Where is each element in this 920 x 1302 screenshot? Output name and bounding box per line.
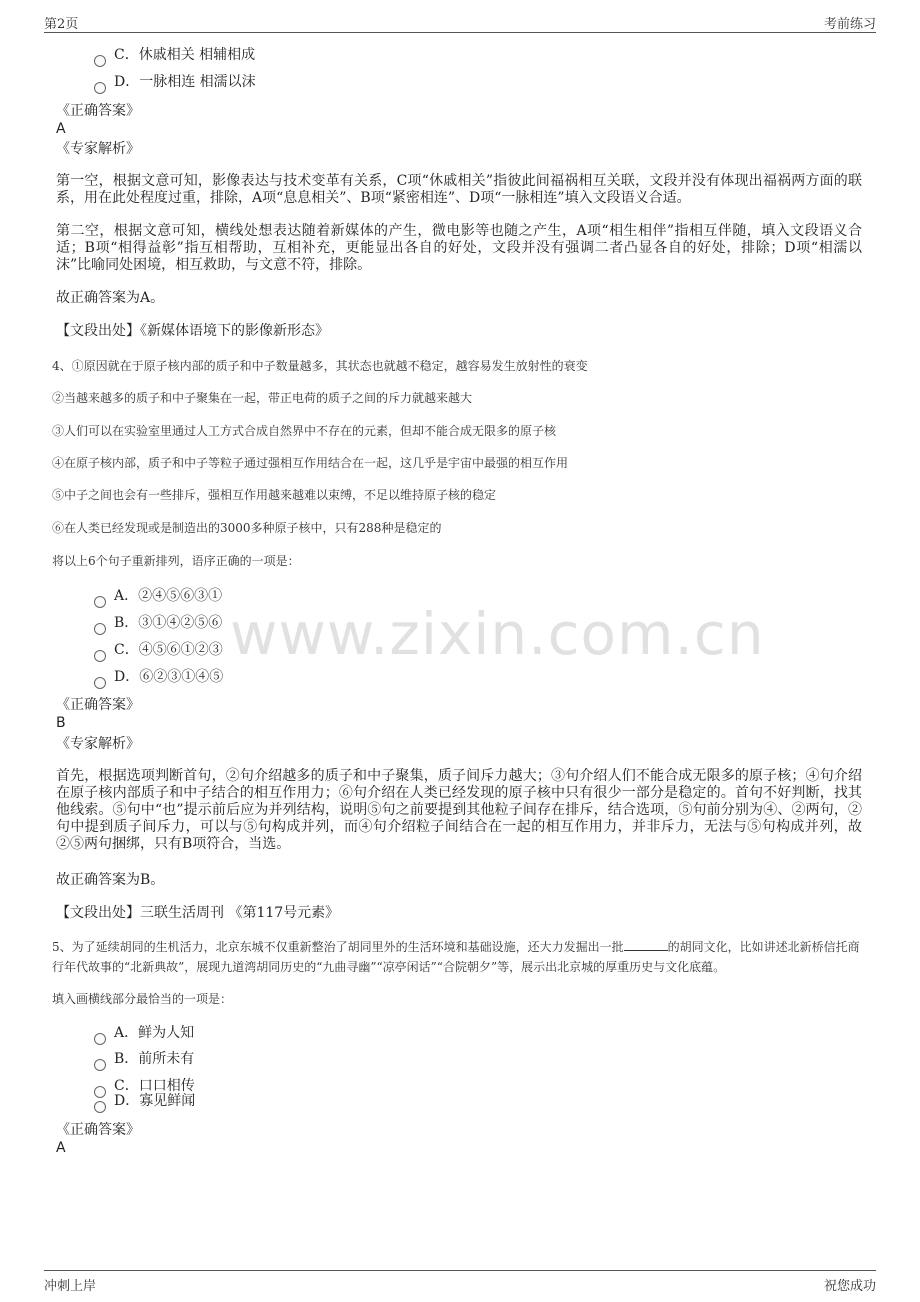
q4-option-b[interactable] xyxy=(94,613,222,633)
q3-analysis-conclusion: 故正确答案为A。 xyxy=(56,290,165,306)
q3-analysis-paragraph-1: 第一空，根据文意可知，影像表达与技术变革有关系，C项“休戚相关”指彼此间福祸相互关联，文段并没有体现出福祸两方面的联系，用在此处程度过重，排除，A项“息息相关”、B项“紧密相连”、D项“一脉相连”填入文段语义合适。 xyxy=(56,173,862,206)
q4-option-d[interactable] xyxy=(94,667,223,687)
q4-sentence-5: ⑤中子之间也会有一些排斥，强相互作用越来越难以束缚，不足以维持原子核的稳定 xyxy=(52,488,497,502)
q4-option-c[interactable] xyxy=(94,640,223,660)
page-number: 第2页 xyxy=(44,17,79,32)
q3-option-d[interactable] xyxy=(94,72,256,92)
q3-source: 【文段出处】《新媒体语境下的影像新形态》 xyxy=(56,323,329,339)
q5-answer: A xyxy=(56,1140,66,1156)
option-label: C．④⑤⑥①②③ xyxy=(114,642,223,658)
option-label: A．②④⑤⑥③① xyxy=(114,588,223,604)
q5-option-d[interactable] xyxy=(94,1091,195,1111)
q4-source: 【文段出处】三联生活周刊 《第117号元素》 xyxy=(56,905,340,921)
page-header xyxy=(44,10,876,33)
q5-answer-heading: 《正确答案》 xyxy=(56,1122,140,1138)
q5-prompt: 填入画横线部分最恰当的一项是： xyxy=(52,992,233,1006)
header-title: 考前练习 xyxy=(823,17,876,32)
q5-stem-after: 的胡同文化，比如讲述北新桥信托商行年代故事的“北新典故”，展现九道湾胡同历史的“九曲寻幽”“凉亭闲话”“合院朝夕”等，展示出北京城的厚重历史与文化底蕴。 xyxy=(52,940,860,974)
q4-sentence-1: 4、①原因就在于原子核内部的质子和中子数量越多，其状态也就越不稳定，越容易发生放射性的衰变 xyxy=(52,359,588,373)
q5-option-a[interactable] xyxy=(94,1023,194,1043)
option-label: C．休戚相关 相辅相成 xyxy=(114,47,256,63)
radio-icon[interactable] xyxy=(94,596,106,608)
q4-answer-heading: 《正确答案》 xyxy=(56,697,140,713)
radio-icon[interactable] xyxy=(94,650,106,662)
option-label: D．⑥②③①④⑤ xyxy=(114,669,224,685)
q5-option-b[interactable] xyxy=(94,1049,194,1069)
q3-answer: A xyxy=(56,121,66,137)
q4-prompt: 将以上6个句子重新排列，语序正确的一项是： xyxy=(52,554,300,568)
watermark: www.zixin.com.cn xyxy=(230,600,765,668)
footer-left-text: 冲刺上岸 xyxy=(44,1279,97,1294)
option-label: A．鲜为人知 xyxy=(114,1025,195,1041)
q4-analysis-paragraph: 首先，根据选项判断首句，②句介绍越多的质子和中子聚集，质子间斥力越大；③句介绍人们不能合成无限多的原子核；④句介绍在原子核内部质子和中子结合的相互作用力；⑥句介绍在人类已经发现的原子核中只有很少一部分是稳定的。首句不好判断，找其他线索。⑤句中“也”提示前后应为并列结构，说明⑤句之前要提到其他粒子间存在排斥，结合选项，⑤句前分别为④、②两句，②句中提到质子间斥力，可以与⑤句构成并列，而④句介绍粒子间结合在一起的相互作用力，并非斥力，无法与⑤句构成并列，故②⑤两句捆绑，只有B项符合，当选。 xyxy=(56,768,862,852)
option-label: D．一脉相连 相濡以沫 xyxy=(114,74,256,90)
q4-answer: B xyxy=(56,715,66,731)
fill-blank xyxy=(624,940,668,951)
footer-right-text: 祝您成功 xyxy=(823,1279,876,1294)
radio-icon[interactable] xyxy=(94,1033,106,1045)
q4-sentence-4: ④在原子核内部，质子和中子等粒子通过强相互作用结合在一起，这几乎是宇宙中最强的相互作用 xyxy=(52,456,569,470)
q4-sentence-6: ⑥在人类已经发现或是制造出的3000多种原子核中，只有288种是稳定的 xyxy=(52,521,442,535)
option-label: B．③①④②⑤⑥ xyxy=(114,615,223,631)
radio-icon[interactable] xyxy=(94,677,106,689)
q3-answer-heading: 《正确答案》 xyxy=(56,103,140,119)
radio-icon[interactable] xyxy=(94,1059,106,1071)
q4-analysis-heading: 《专家解析》 xyxy=(56,736,140,752)
q4-sentence-2: ②当越来越多的质子和中子聚集在一起，带正电荷的质子之间的斥力就越来越大 xyxy=(52,391,473,405)
q4-analysis-conclusion: 故正确答案为B。 xyxy=(56,872,165,888)
radio-icon[interactable] xyxy=(94,1101,106,1113)
radio-icon[interactable] xyxy=(94,82,106,94)
q5-stem xyxy=(52,937,864,977)
option-label: B．前所未有 xyxy=(114,1051,195,1067)
page-footer xyxy=(44,1270,876,1297)
option-label: D．寡见鲜闻 xyxy=(114,1093,196,1109)
option-label: C．口口相传 xyxy=(114,1078,195,1094)
q4-option-a[interactable] xyxy=(94,586,222,606)
q3-analysis-heading: 《专家解析》 xyxy=(56,141,140,157)
q4-sentence-3: ③人们可以在实验室里通过人工方式合成自然界中不存在的元素，但却不能合成无限多的原子核 xyxy=(52,424,557,438)
q3-analysis-paragraph-2: 第二空，根据文意可知，横线处想表达随着新媒体的产生，微电影等也随之产生，A项“相生相伴”指相互伴随，填入文段语义合适；B项“相得益彰”指互相帮助，互相补充，更能显出各自的好处，文段并没有强调二者凸显各自的好处，排除；D项“相濡以沫”比喻同处困境，相互救助，与文意不符，排除。 xyxy=(56,223,862,273)
radio-icon[interactable] xyxy=(94,55,106,67)
q5-stem-before: 5、为了延续胡同的生机活力，北京东城不仅重新整治了胡同里外的生活环境和基础设施，还大力发掘出一批 xyxy=(52,940,624,954)
q3-option-c[interactable] xyxy=(94,45,255,65)
radio-icon[interactable] xyxy=(94,623,106,635)
